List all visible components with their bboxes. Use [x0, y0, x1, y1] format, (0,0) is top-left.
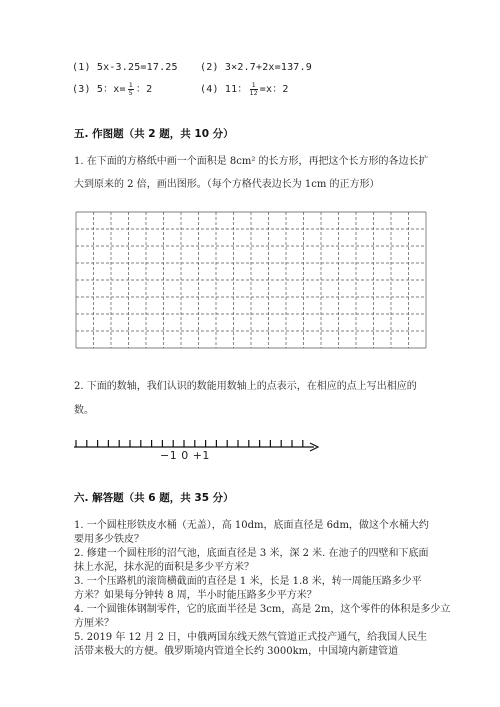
- equation-3: [72, 80, 152, 97]
- q6-line: 方厘米？: [74, 618, 114, 629]
- q6-line: 活带来极大的方便。俄罗斯境内管道全长约 3000km，中国境内新建管道: [74, 646, 399, 657]
- fraction-numerator: 1: [128, 80, 133, 89]
- q6-line: 5. 2019 年 12 月 2 日，中俄两国东线天然气管道正式投产通气，给我国人民生: [74, 632, 428, 643]
- q5-2-line-2: 数。: [74, 405, 94, 416]
- equation-1: (1) 5x-3.25=17.25: [72, 62, 178, 73]
- q5-2-line-1: 2. 下面的数轴，我们认识的数能用数轴上的点表示，在相应的点上写出相应的: [74, 381, 417, 392]
- equation-3-suffix: ：2: [135, 84, 153, 95]
- q6-line: 方米？如果每分钟转 8 周，半小时能压路多少平方米？: [74, 590, 317, 601]
- section-6-heading: 六. 解答题（共 6 题，共 35 分）: [74, 492, 234, 504]
- q5-1-line-1: 1. 在下面的方格纸中画一个面积是 8cm² 的长方形，再把这个长方形的各边长扩: [74, 156, 429, 167]
- equation-3-prefix: (3) 5：x=: [72, 84, 126, 95]
- fraction-denominator: 12: [249, 88, 258, 97]
- fraction-numerator: 1: [250, 82, 258, 90]
- equation-2: (2) 3×2.7+2x=137.9: [200, 62, 312, 73]
- section-5-heading: 五. 作图题（共 2 题，共 10 分）: [74, 128, 234, 140]
- equation-4: [200, 80, 289, 97]
- equation-4-prefix: (4) 11：: [200, 84, 248, 95]
- q6-line: 1. 一个圆柱形铁皮水桶（无盖），高 10dm，底面直径是 6dm，做这个水桶大约: [74, 520, 429, 531]
- fraction-denominator: 5: [128, 88, 133, 97]
- q6-line: 3. 一个压路机的滚筒横截面的直径是 1 米，长是 1.8 米，转一周能压路多少平: [74, 576, 422, 587]
- q6-line: 要用多少铁皮？: [74, 534, 144, 545]
- number-line-labels: −1 0 +1: [160, 449, 210, 462]
- q6-line: 4. 一个圆锥体钢制零件，它的底面半径是 3cm，高是 2m，这个零件的体积是多少立: [74, 604, 451, 615]
- equation-4-suffix: =x：2: [259, 84, 289, 95]
- q6-line: 2. 修建一个圆柱形的沼气池，底面直径是 3 米，深 2 米. 在池子的四壁和下底面: [74, 548, 429, 559]
- square-grid: [74, 210, 429, 350]
- equation-3-fraction: [128, 82, 134, 97]
- equation-4-fraction: [250, 82, 258, 97]
- q5-1-line-2: 大到原来的 2 倍，画出图形。（每个方格代表边长为 1cm 的正方形）: [74, 179, 380, 190]
- q6-line: 抹上水泥，抹水泥的面积是多少平方米？: [74, 562, 254, 573]
